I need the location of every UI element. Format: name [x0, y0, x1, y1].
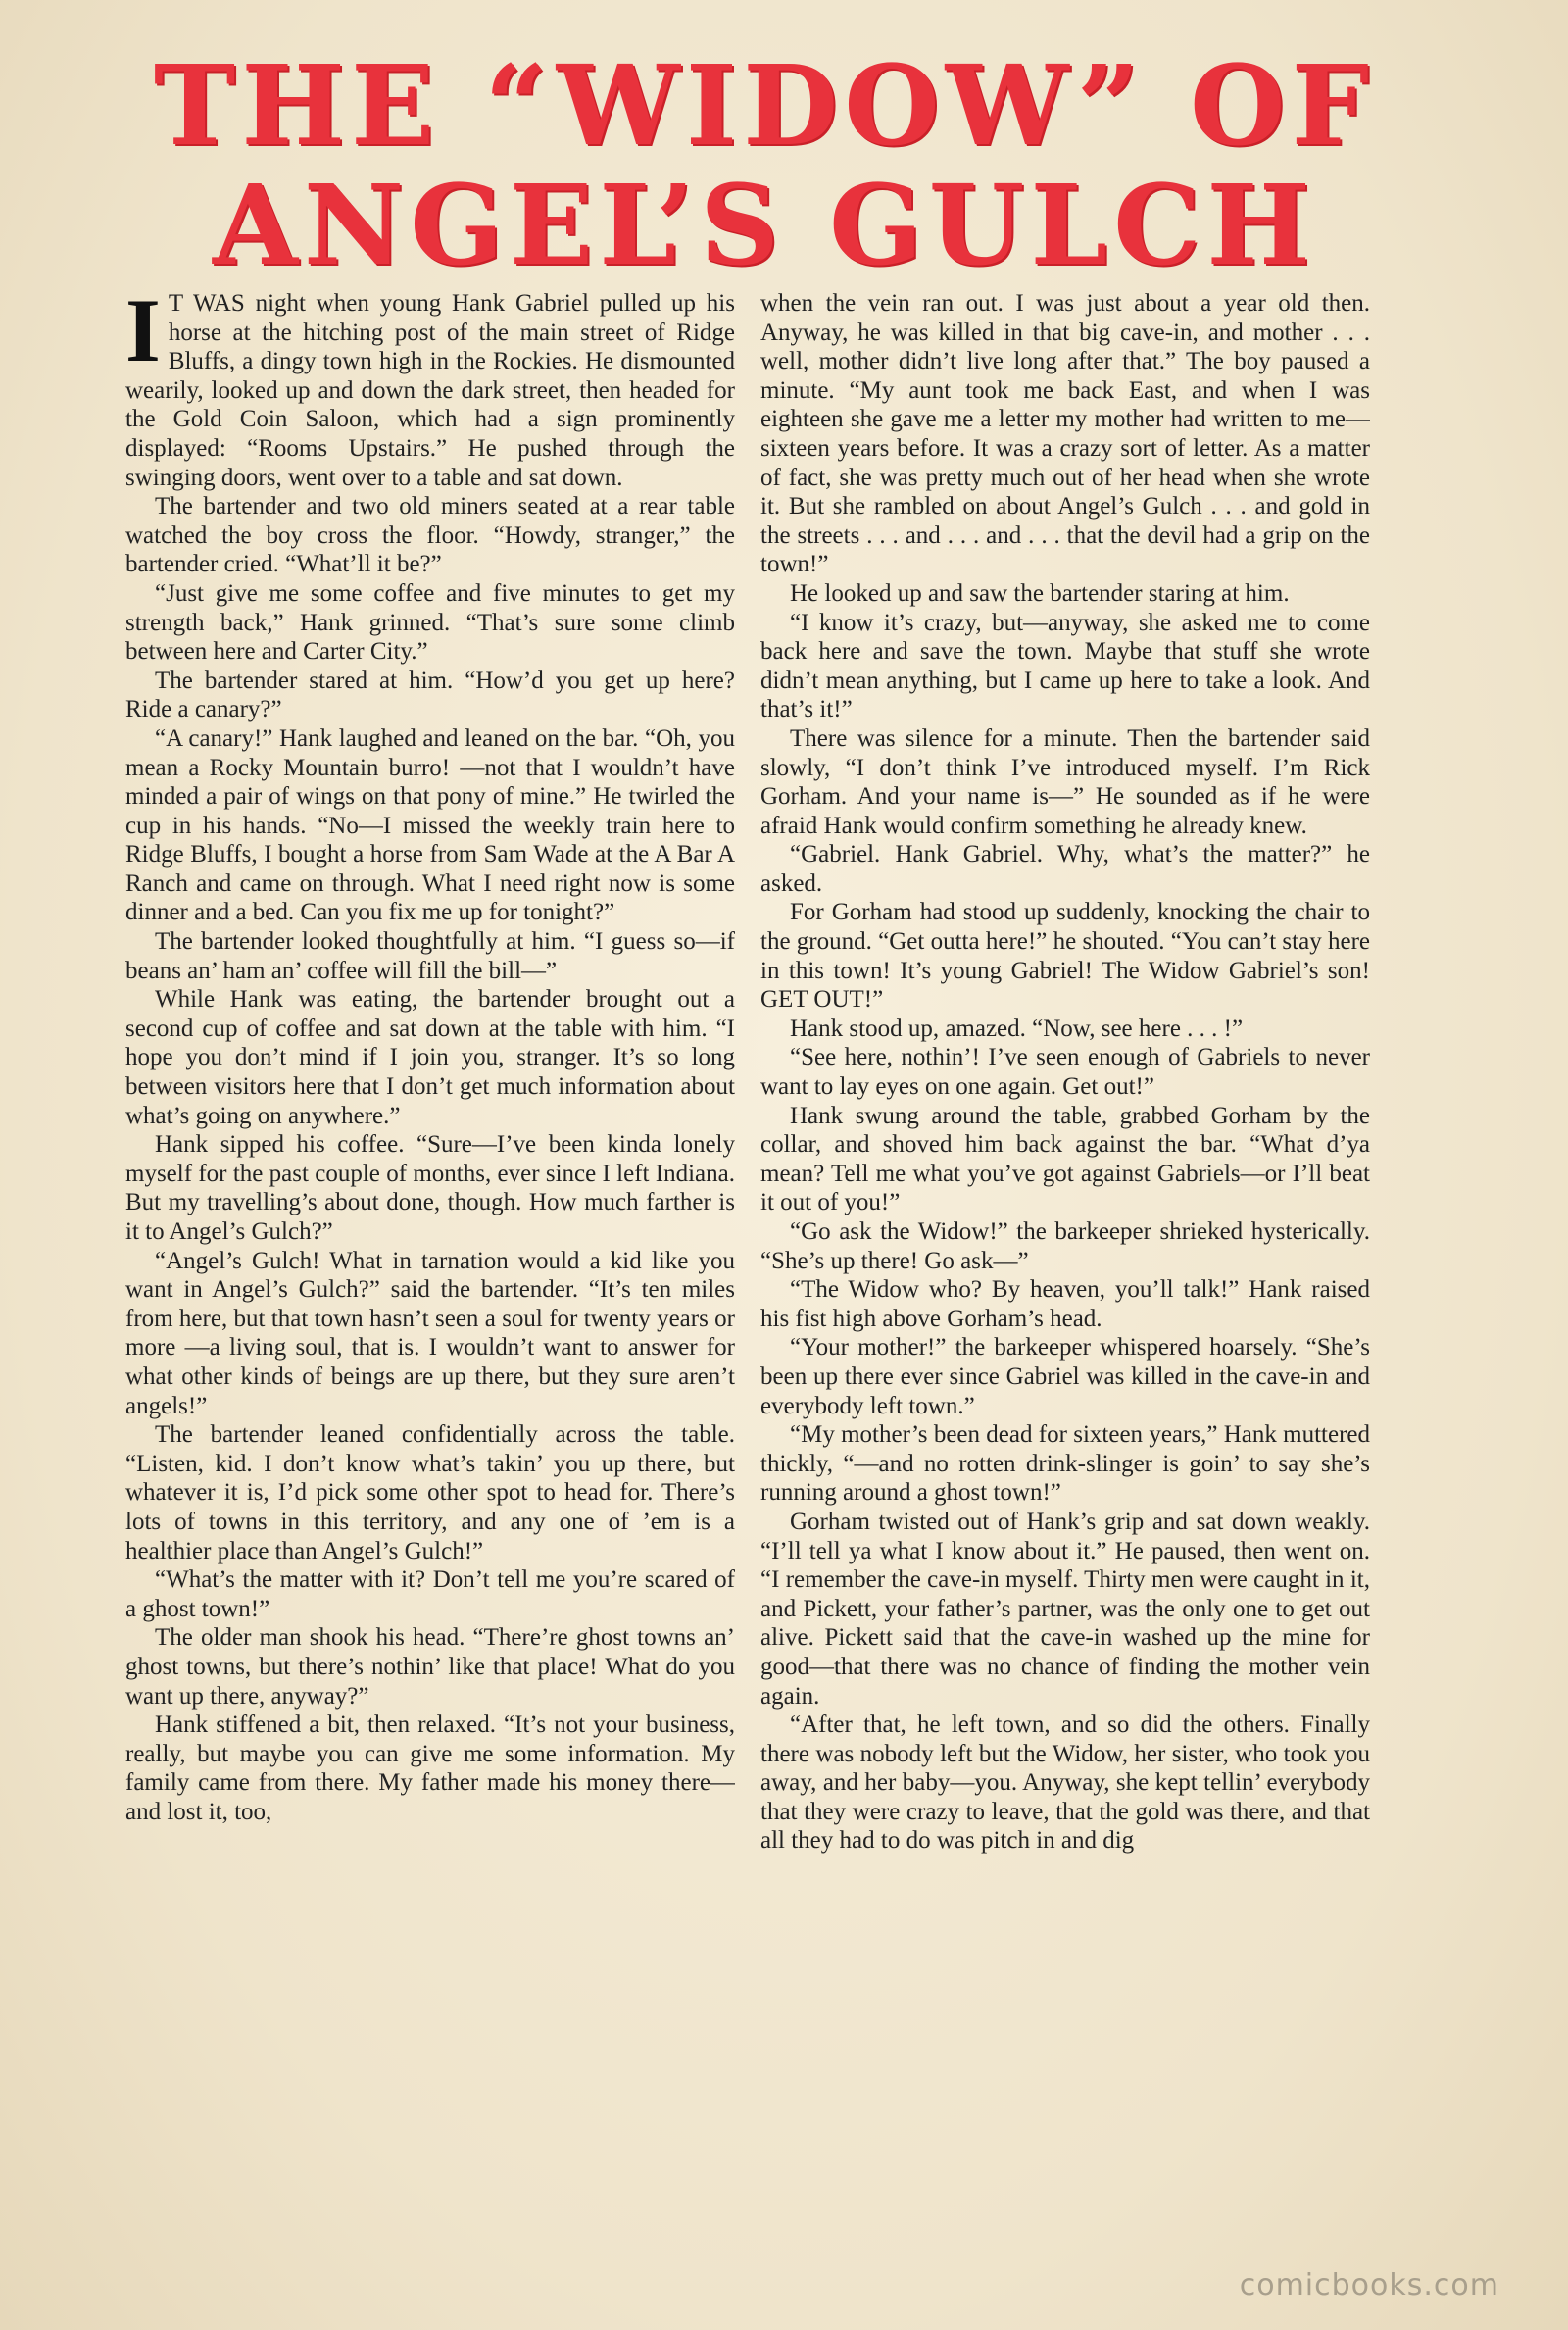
paragraph: Hank stood up, amazed. “Now, see here . . . !” [790, 1015, 1244, 1042]
paragraph: “Go ask the Widow!” the barkeeper shrieked hysterically. “She’s up there! Go ask—” [760, 1218, 1370, 1274]
left-column [125, 289, 735, 2196]
paragraph: “After that, he left town, and so did the others. Finally there was nobody left but the Widow, her sister, who took you away, and her baby—you. Anyway, she kept tellin’ everybody that they were crazy to leave, that the gold was there, and that all they had to do was pitch in and dig [760, 1711, 1370, 1855]
paragraph: “I know it’s crazy, but—anyway, she asked me to come back here and save the town. Maybe that stuff she wrote didn’t mean anything, but I came up here to take a look. And that’s it!” [760, 609, 1370, 723]
paragraph: The bartender looked thoughtfully at him. “I guess so—if beans an’ ham an’ coffee will fill the bill—” [125, 928, 735, 984]
paragraph: “The Widow who? By heaven, you’ll talk!” Hank raised his fist high above Gorham’s head. [760, 1276, 1370, 1332]
paragraph: I T WAS night when young Hank Gabriel pulled up his horse at the hitching post of the main street of Ridge Bluffs, a dingy town high in the Rockies. He dismounted wearily, looked up and down the dark street, then headed for the Gold Coin Saloon, which had a sign prominently displayed: “Rooms Upstairs.” He pushed through the swinging doors, went over to a table and sat down. [125, 289, 735, 491]
paragraph: “See here, nothin’! I’ve seen enough of Gabriels to never want to lay eyes on one again. Get out!” [760, 1044, 1370, 1101]
paragraph: For Gorham had stood up suddenly, knocking the chair to the ground. “Get outta here!” he shouted. “You can’t stay here in this town! It’s young Gabriel! The Widow Gabriel’s son! GET OUT!” [760, 899, 1370, 1014]
paragraph: Gorham twisted out of Hank’s grip and sat down weakly. “I’ll tell ya what I know about it.” He paused, then went on. “I remember the cave-in myself. Thirty men were caught in it, and Pickett, your father’s partner, was the only one to get out alive. Pickett said that the cave-in washed up the mine for good—that there was no chance of finding the mother vein again. [760, 1508, 1370, 1710]
paragraph: Hank swung around the table, grabbed Gorham by the collar, and shoved him back against the bar. “What d’ya mean? Tell me what you’ve got against Gabriels—or I’ll beat it out of you!” [760, 1102, 1370, 1216]
paragraph: While Hank was eating, the bartender brought out a second cup of coffee and sat down at the table with him. “I hope you don’t mind if I join you, stranger. It’s so long between visitors here that I don’t get much information about what’s going on anywhere.” [125, 986, 735, 1129]
paragraph: Hank sipped his coffee. “Sure—I’ve been kinda lonely myself for the past couple of months, ever since I left Indiana. But my travelling’s about done, though. How much farther is it to Angel’s Gulch?” [125, 1131, 735, 1245]
paragraph: “Your mother!” the barkeeper whispered hoarsely. “She’s been up there ever since Gabriel was killed in the cave-in and everybody left town.” [760, 1334, 1370, 1419]
paragraph: He looked up and saw the bartender staring at him. [790, 579, 1290, 607]
paragraph: There was silence for a minute. Then the bartender said slowly, “I don’t think I’ve introduced myself. I’m Rick Gorham. And your name is—” He sounded as if he were afraid Hank would confirm something he already knew. [760, 724, 1370, 839]
paragraph: The bartender and two old miners seated at a rear table watched the boy cross the floor. “Howdy, stranger,” the bartender cried. “What’ll it be?” [125, 493, 735, 578]
watermark-text: comicbooks.com [1239, 2268, 1499, 2303]
text-columns [125, 289, 1370, 2196]
paragraph: The bartender leaned confidentially across the table. “Listen, kid. I don’t know what’s takin’ you up there, but whatever it is, I’d pick some other spot to head for. There’s lots of towns in this territory, and any one of ’em is a healthier place than Angel’s Gulch!” [125, 1421, 735, 1564]
title-line-2: ANGEL’S GULCH [212, 162, 1317, 290]
story-title [118, 42, 1411, 290]
paragraph: when the vein ran out. I was just about a year old then. Anyway, he was killed in that big cave-in, and mother . . . well, mother didn’t live long after that.” The boy paused a minute. “My aunt took me back East, and when I was eighteen she gave me a letter my mother had written to me—sixteen years before. It was a crazy sort of letter. As a matter of fact, she was pretty much out of her head when she wrote it. But she rambled on about Angel’s Gulch . . . and gold in the streets . . . and . . . and . . . that the devil had a grip on the town!” [760, 290, 1370, 578]
title-line-1: THE “WIDOW” OF [153, 42, 1376, 171]
drop-cap: I [125, 289, 161, 380]
paragraph: “My mother’s been dead for sixteen years,” Hank muttered thickly, “—and no rotten drink-slinger is goin’ to say she’s running around a ghost town!” [760, 1421, 1370, 1507]
paragraph: “Gabriel. Hank Gabriel. Why, what’s the matter?” he asked. [760, 841, 1370, 897]
paragraph: Hank stiffened a bit, then relaxed. “It’s not your business, really, but maybe you can give me some information. My family came from there. My father made his money there—and lost it, too, [125, 1711, 735, 1825]
paragraph: The older man shook his head. “There’re ghost towns an’ ghost towns, but there’s nothin’ like that place! What do you want up there, anyway?” [125, 1624, 735, 1710]
paragraph: “A canary!” Hank laughed and leaned on the bar. “Oh, you mean a Rocky Mountain burro! —not that I wouldn’t have minded a pair of wings on that pony of mine.” He twirled the cup in his hands. “No—I missed the weekly train here to Ridge Bluffs, I bought a horse from Sam Wade at the A Bar A Ranch and came on through. What I need right now is some dinner and a bed. Can you fix me up for tonight?” [125, 724, 735, 926]
paragraph: “Angel’s Gulch! What in tarnation would a kid like you want in Angel’s Gulch?” said the bartender. “It’s ten miles from here, but that town hasn’t seen a soul for twenty years or more —a living soul, that is. I wouldn’t want to answer for what other kinds of beings are up there, but they sure aren’t angels!” [125, 1247, 735, 1419]
paragraph: “What’s the matter with it? Don’t tell me you’re scared of a ghost town!” [125, 1566, 735, 1622]
paragraph: The bartender stared at him. “How’d you get up here? Ride a canary?” [125, 667, 735, 723]
right-column [760, 289, 1370, 2196]
paragraph: “Just give me some coffee and five minutes to get my strength back,” Hank grinned. “That’s sure some climb between here and Carter City.” [125, 579, 735, 666]
